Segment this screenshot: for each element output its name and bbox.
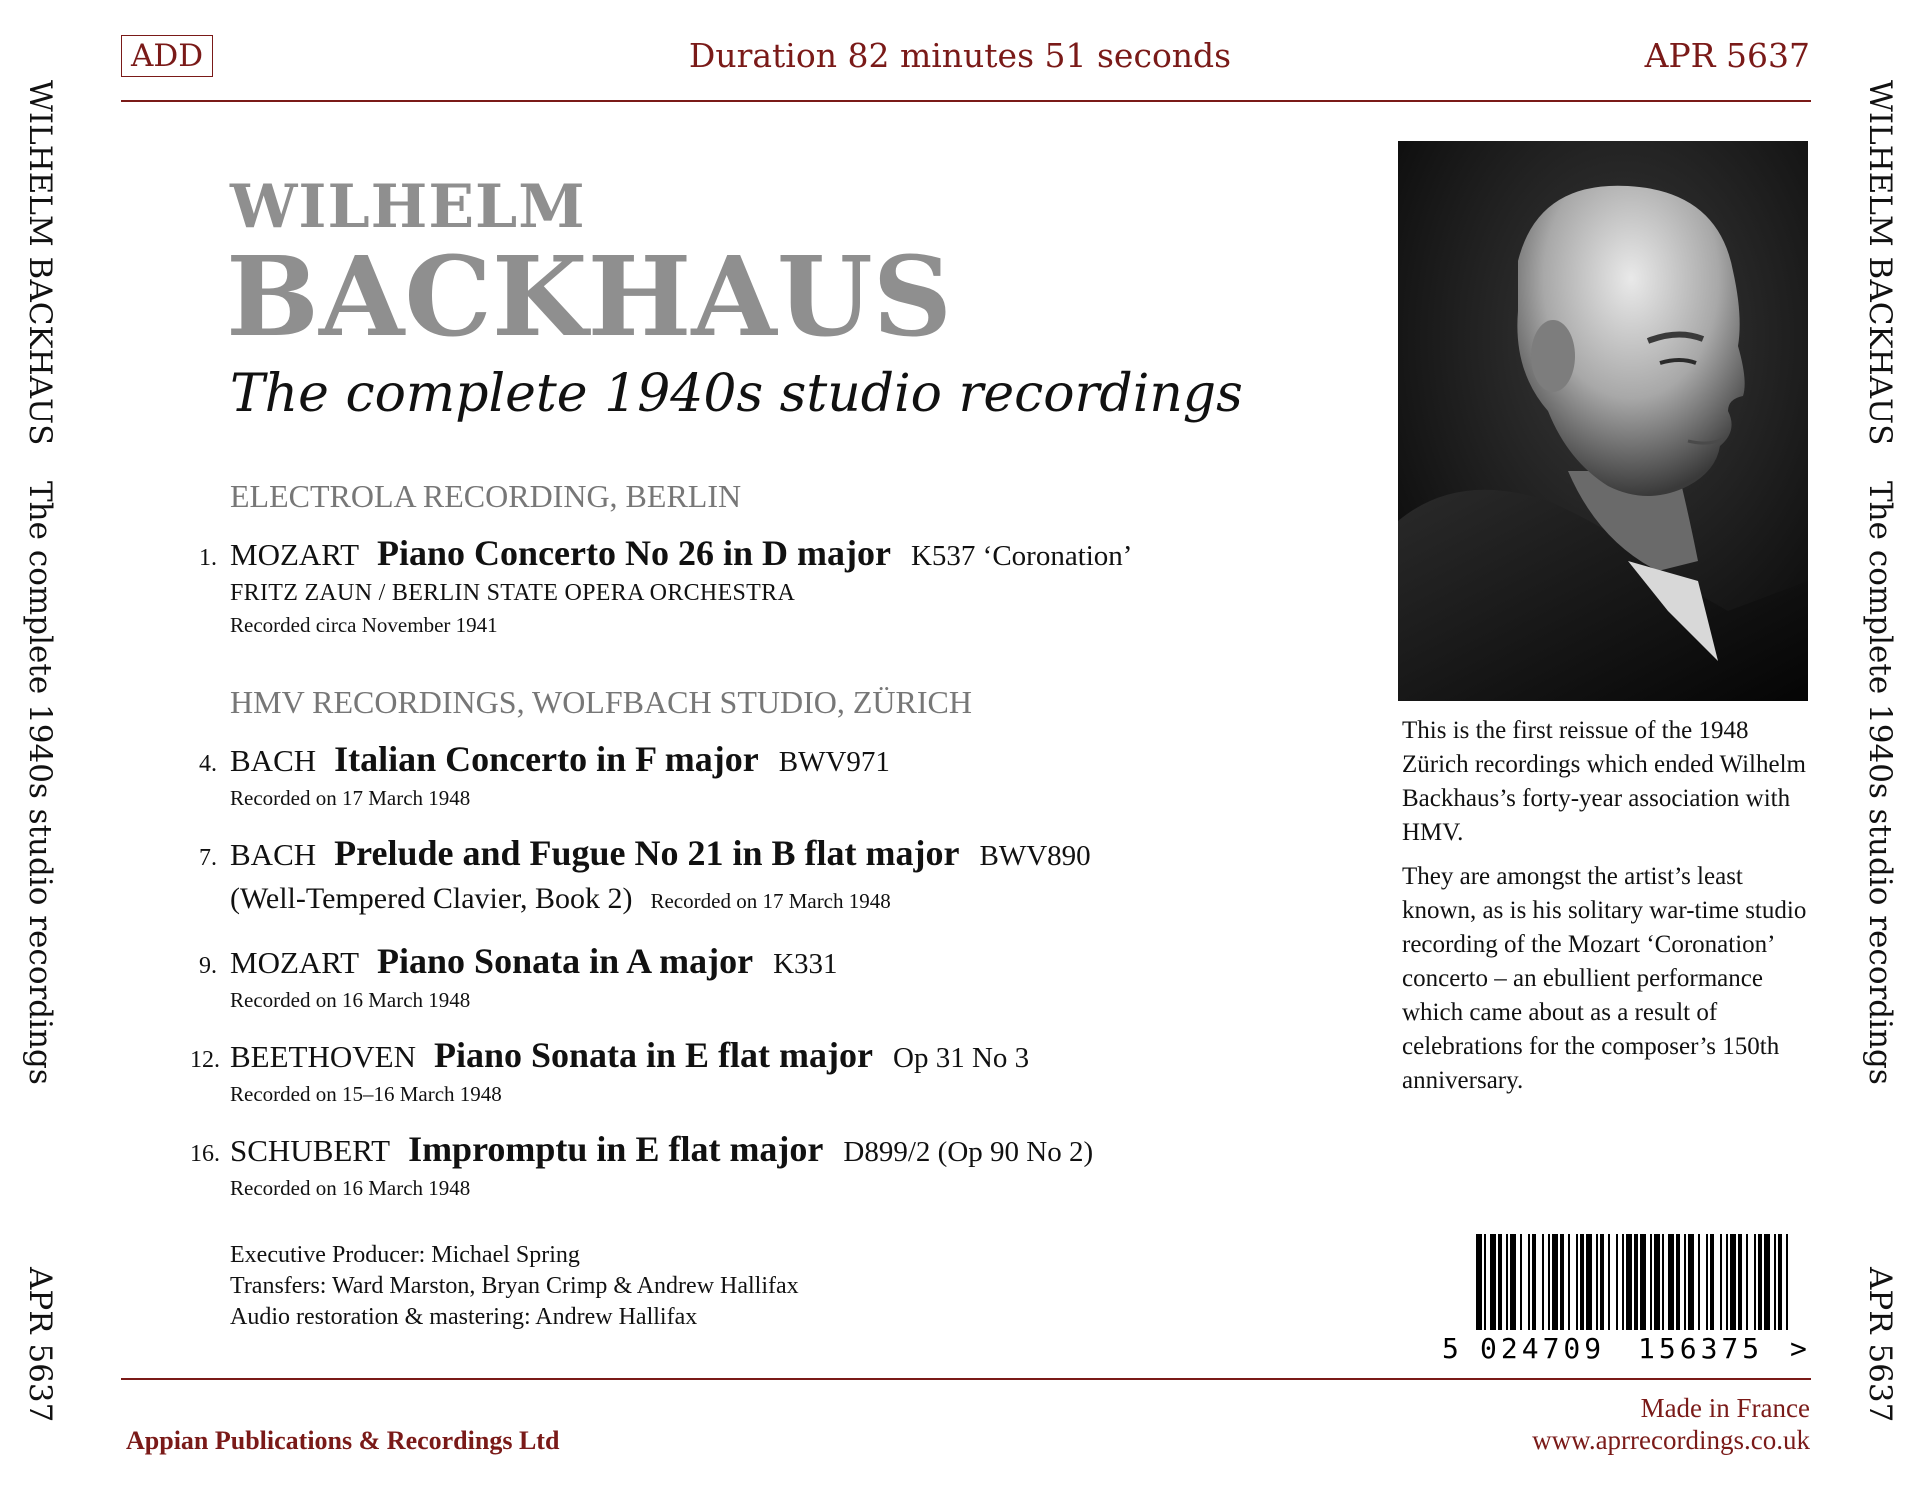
barcode-bar (1676, 1234, 1680, 1330)
barcode-bar (1778, 1234, 1782, 1330)
barcode-bar (1640, 1234, 1646, 1330)
track-catalog: K331 (773, 948, 838, 980)
barcode-bar (1774, 1234, 1776, 1330)
barcode-digits-right: 156375 (1638, 1332, 1764, 1365)
track-work: Piano Concerto No 26 in D major (377, 533, 891, 573)
track-16 (190, 1128, 1340, 1201)
track-composer: BACH (230, 837, 317, 872)
track-number: 16. (190, 1141, 220, 1167)
barcode-bar (1552, 1234, 1558, 1330)
barcode-bar (1608, 1234, 1610, 1330)
track-catalog: BWV971 (778, 746, 890, 778)
made-in-text: Made in France (1640, 1393, 1810, 1423)
track-catalog: K537 ‘Coronation’ (910, 540, 1133, 572)
catalog-number-top: APR 5637 (1644, 36, 1810, 75)
track-number: 1. (199, 545, 217, 571)
barcode-bar (1688, 1234, 1694, 1330)
barcode-bar (1754, 1234, 1756, 1330)
track-work: Piano Sonata in E flat major (433, 1035, 873, 1075)
section-heading-electrola: ELECTROLA RECORDING, BERLIN (230, 478, 742, 514)
barcode-bar (1506, 1234, 1508, 1330)
blurb-paragraph: They are amongst the artist’s least known, as is his solitary war-time studio recording of the Mozart ‘Coronation’ concerto – an ebullient performance which came about as a result of celebrations for the composer’s 150th anniversary. (1402, 863, 1807, 1094)
website-link[interactable]: www.aprrecordings.co.uk (1532, 1425, 1810, 1455)
barcode-bar (1586, 1234, 1592, 1330)
barcode-bar (1710, 1234, 1714, 1330)
barcode-bar (1568, 1234, 1570, 1330)
publisher-name: Appian Publications & Recordings Ltd (126, 1426, 560, 1455)
credit-line: Audio restoration & mastering: Andrew Hallifax (230, 1304, 698, 1330)
barcode-bar (1746, 1234, 1748, 1330)
barcode-bar (1726, 1234, 1728, 1330)
barcode-bar (1616, 1234, 1618, 1330)
artist-last-name: BACKHAUS (226, 232, 953, 361)
track-composer: BEETHOVEN (230, 1039, 416, 1074)
barcode-bar (1738, 1234, 1742, 1330)
track-note: (Well-Tempered Clavier, Book 2) (230, 882, 633, 915)
track-number: 12. (190, 1047, 220, 1073)
track-recorded: Recorded on 17 March 1948 (230, 786, 471, 810)
barcode-bar (1580, 1234, 1584, 1330)
track-number: 4. (199, 751, 217, 777)
spine-catalog-number: APR 5637 (22, 1266, 58, 1422)
spine-artist: WILHELM BACKHAUS (22, 80, 58, 446)
track-catalog: Op 31 No 3 (893, 1042, 1030, 1074)
track-work: Prelude and Fugue No 21 in B flat major (334, 833, 960, 873)
track-recorded: Recorded circa November 1941 (230, 613, 498, 637)
track-12 (190, 1034, 1340, 1107)
barcode-bar (1698, 1234, 1700, 1330)
barcode-bar (1528, 1234, 1530, 1330)
track-performers: FRITZ ZAUN / BERLIN STATE OPERA ORCHESTRA (230, 580, 796, 606)
barcode-bar (1668, 1234, 1674, 1330)
barcode (1440, 1234, 1820, 1374)
barcode-end-mark: > (1790, 1332, 1807, 1365)
track-recorded: Recorded on 16 March 1948 (230, 1176, 471, 1200)
barcode-bar (1786, 1234, 1788, 1330)
track-work: Italian Concerto in F major (334, 739, 759, 779)
track-recorded: Recorded on 16 March 1948 (230, 988, 471, 1012)
barcode-bar (1490, 1234, 1496, 1330)
barcode-bar (1626, 1234, 1632, 1330)
album-blurb (1402, 714, 1812, 1108)
spine-title: The complete 1940s studio recordings (22, 481, 58, 1086)
track-number: 9. (199, 953, 217, 979)
credits (230, 1240, 799, 1333)
barcode-bar (1532, 1234, 1536, 1330)
barcode-bar (1622, 1234, 1624, 1330)
barcode-bar (1684, 1234, 1686, 1330)
top-rule (121, 100, 1811, 102)
barcode-bar (1510, 1234, 1516, 1330)
spine-catalog-number: APR 5637 (1862, 1266, 1898, 1422)
spine-title: The complete 1940s studio recordings (1862, 481, 1898, 1086)
barcode-bar (1498, 1234, 1502, 1330)
barcode-bar (1634, 1234, 1638, 1330)
track-composer: MOZART (230, 945, 360, 980)
track-7 (190, 832, 1340, 916)
barcode-bar (1476, 1234, 1482, 1330)
barcode-bar (1650, 1234, 1652, 1330)
add-badge: ADD (121, 35, 213, 77)
credit-line: Executive Producer: Michael Spring (230, 1242, 580, 1268)
credit-line: Transfers: Ward Marston, Bryan Crimp & Andrew Hallifax (230, 1273, 799, 1299)
barcode-bar (1600, 1234, 1604, 1330)
track-work: Impromptu in E flat major (408, 1129, 824, 1169)
barcode-bar (1720, 1234, 1722, 1330)
track-composer: MOZART (230, 537, 360, 572)
barcode-bar (1730, 1234, 1736, 1330)
track-catalog: BWV890 (979, 840, 1091, 872)
track-number: 7. (199, 845, 217, 871)
barcode-bars (1476, 1234, 1788, 1330)
barcode-digits-left: 024709 (1480, 1332, 1606, 1365)
barcode-bar (1596, 1234, 1598, 1330)
barcode-bar (1662, 1234, 1664, 1330)
spine-right (1850, 80, 1910, 1440)
spine-left (10, 80, 70, 1440)
barcode-bar (1576, 1234, 1578, 1330)
blurb-paragraph: This is the first reissue of the 1948 Zürich recordings which ended Wilhelm Backhaus’s forty-year association with HMV. (1402, 717, 1806, 846)
spine-artist: WILHELM BACKHAUS (1862, 80, 1898, 446)
duration-text: Duration 82 minutes 51 seconds (688, 36, 1232, 75)
track-recorded: Recorded on 15–16 March 1948 (230, 1082, 502, 1106)
track-4 (190, 738, 1340, 811)
section-heading-hmv: HMV RECORDINGS, WOLFBACH STUDIO, ZÜRICH (230, 684, 972, 720)
artist-portrait-photo (1398, 141, 1808, 701)
barcode-bar (1542, 1234, 1544, 1330)
track-recorded: Recorded on 17 March 1948 (650, 889, 891, 913)
bottom-rule (121, 1378, 1811, 1380)
barcode-bar (1484, 1234, 1486, 1330)
track-1 (190, 532, 1340, 638)
track-composer: BACH (230, 743, 317, 778)
barcode-bar (1520, 1234, 1522, 1330)
barcode-bar (1758, 1234, 1762, 1330)
album-subtitle: The complete 1940s studio recordings (230, 364, 1243, 424)
barcode-bar (1764, 1234, 1770, 1330)
barcode-bar (1548, 1234, 1550, 1330)
track-composer: SCHUBERT (230, 1133, 391, 1168)
barcode-digit-first: 5 (1442, 1332, 1459, 1365)
barcode-bar (1560, 1234, 1564, 1330)
track-catalog: D899/2 (Op 90 No 2) (843, 1136, 1094, 1168)
track-9 (190, 940, 1340, 1013)
barcode-bar (1654, 1234, 1660, 1330)
track-work: Piano Sonata in A major (377, 941, 754, 981)
barcode-bar (1706, 1234, 1708, 1330)
artist-first-name: WILHELM (230, 172, 586, 242)
